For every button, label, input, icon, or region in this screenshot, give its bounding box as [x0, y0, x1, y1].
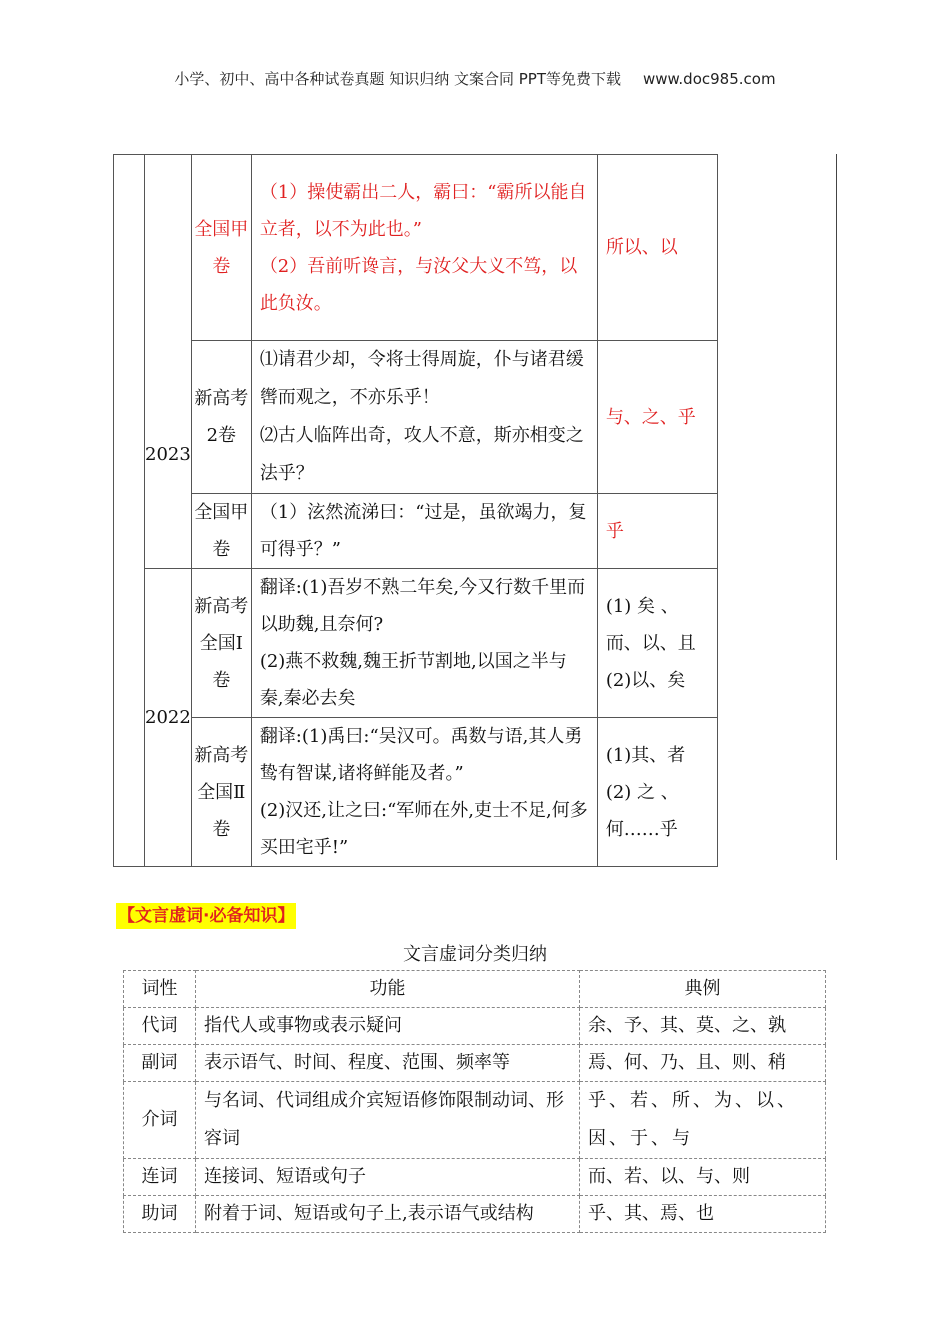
section-title: 【文言虚词·必备知识】 — [116, 903, 296, 929]
sentence-line: （1）操使霸出二人，霸曰：“霸所以能自立者，以不为此也。” — [259, 181, 587, 240]
table-row — [124, 1045, 826, 1082]
year-cell — [145, 155, 192, 341]
header-text: 小学、初中、高中各种试卷真题 知识归纳 文案合同 PPT等免费下载 — [174, 70, 621, 88]
exam-cell: 全国甲卷 — [191, 155, 251, 341]
sentence-line: ⑴请君少却，令将士得周旋，仆与诸君缓辔而观之，不亦乐乎！ — [259, 349, 584, 408]
example-cell: 乎、若、所、为、以、因、于、与 — [580, 1082, 826, 1159]
function-cell: 连接词、短语或句子 — [196, 1159, 580, 1196]
function-cell: 与名词、代词组成介宾短语修饰限制动词、形容词 — [196, 1082, 580, 1159]
table-row — [124, 1082, 826, 1159]
table-caption: 文言虚词分类归纳 — [403, 944, 547, 965]
year-cell: 2023 — [145, 341, 192, 569]
header-cell: 功能 — [196, 971, 580, 1008]
table-row — [124, 1159, 826, 1196]
year-cell: 2022 — [145, 569, 192, 867]
function-cell: 表示语气、时间、程度、范围、频率等 — [196, 1045, 580, 1082]
header-url[interactable]: www.doc985.com — [642, 70, 776, 88]
table-row — [114, 569, 718, 718]
table-header-row — [124, 971, 826, 1008]
pos-cell: 助词 — [124, 1196, 196, 1233]
sentence-cell — [251, 494, 597, 569]
right-border-line — [836, 154, 837, 860]
pos-cell: 连词 — [124, 1159, 196, 1196]
exam-cell: 全国甲卷 — [191, 494, 251, 569]
exam-examples-table — [113, 154, 718, 867]
table-row — [124, 1196, 826, 1233]
sentence-line: （1）泫然流涕曰：“过是，虽欲竭力，复可得乎？” — [259, 502, 587, 560]
answer-cell: 与、之、乎 — [597, 341, 717, 494]
example-cell: 而、若、以、与、则 — [580, 1159, 826, 1196]
function-cell: 指代人或事物或表示疑问 — [196, 1008, 580, 1045]
function-words-table — [123, 970, 826, 1233]
sentence-cell — [251, 718, 597, 867]
exam-cell: 新高考2卷 — [191, 341, 251, 494]
answer-cell — [597, 718, 717, 867]
header-cell: 词性 — [124, 971, 196, 1008]
header-cell: 典例 — [580, 971, 826, 1008]
table-row — [114, 155, 718, 341]
pos-cell: 代词 — [124, 1008, 196, 1045]
answer-cell: 所以、以 — [597, 155, 717, 341]
table-row — [114, 718, 718, 867]
table-row — [124, 1008, 826, 1045]
answer-line: (1) 矣 、而、以、且 — [605, 595, 696, 654]
blank-column — [114, 155, 145, 867]
sentence-cell — [251, 341, 597, 494]
sentence-cell — [251, 569, 597, 718]
example-cell: 乎、其、焉、也 — [580, 1196, 826, 1233]
answer-cell — [597, 569, 717, 718]
function-cell: 附着于词、短语或句子上,表示语气或结构 — [196, 1196, 580, 1233]
exam-cell: 新高考全国Ⅰ卷 — [191, 569, 251, 718]
table-row — [114, 341, 718, 494]
table-row — [114, 494, 718, 569]
sentence-line: 翻译:(1)禹曰:“吴汉可。禹数与语,其人勇鸷有智谋,诸将鲜能及者。” — [259, 726, 583, 784]
sentence-cell — [251, 155, 597, 341]
sentence-line: (2)汉还,让之曰:“军师在外,吏士不足,何多买田宅乎!” — [259, 800, 588, 858]
answer-cell: 乎 — [597, 494, 717, 569]
page-header — [0, 68, 950, 89]
sentence-line: （2）吾前听谗言，与汝父大义不笃，以此负汝。 — [259, 255, 578, 314]
pos-cell: 介词 — [124, 1082, 196, 1159]
sentence-line: ⑵古人临阵出奇，攻人不意，斯亦相变之法乎？ — [259, 425, 584, 484]
example-cell: 焉、何、乃、且、则、稍 — [580, 1045, 826, 1082]
answer-line: (1)其、者 — [605, 744, 686, 766]
answer-line: (2)以、矣 — [605, 669, 686, 691]
answer-line: (2) 之 、 何……乎 — [605, 781, 679, 840]
example-cell: 余、予、其、莫、之、孰 — [580, 1008, 826, 1045]
sentence-line: (2)燕不救魏,魏王折节割地,以国之半与秦,秦必去矣 — [259, 651, 567, 709]
sentence-line: 翻译:(1)吾岁不熟二年矣,今又行数千里而以助魏,且奈何? — [259, 577, 586, 635]
pos-cell: 副词 — [124, 1045, 196, 1082]
exam-cell: 新高考全国Ⅱ卷 — [191, 718, 251, 867]
